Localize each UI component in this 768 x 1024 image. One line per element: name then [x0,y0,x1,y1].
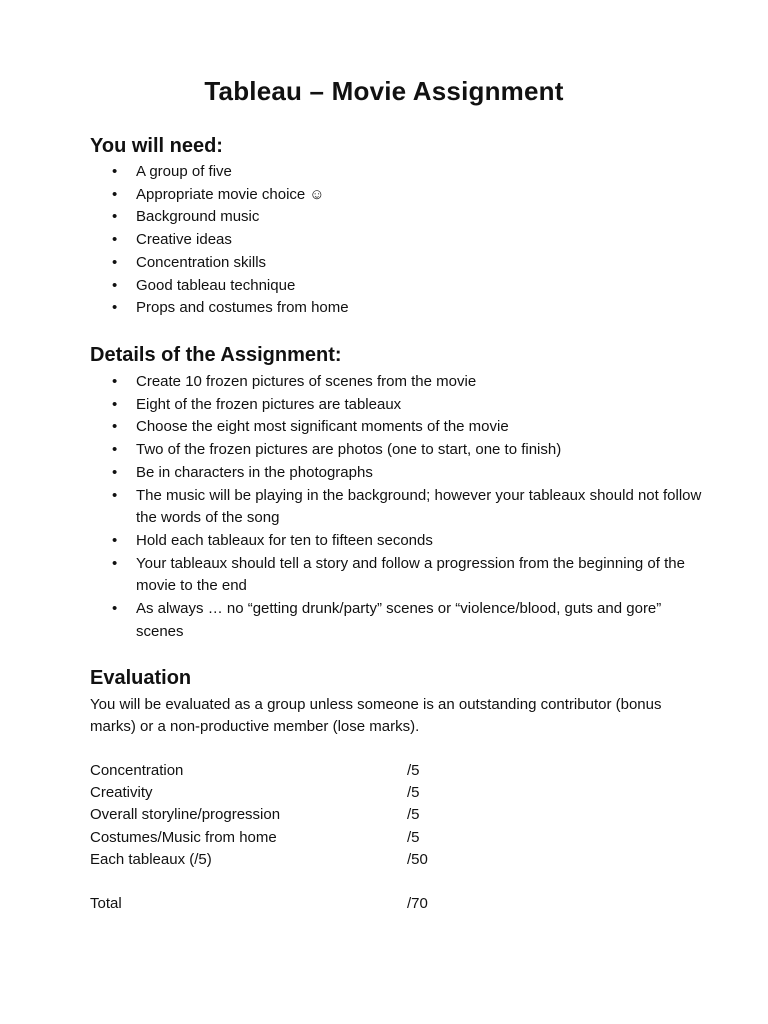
list-item: • As always … no “getting drunk/party” scenes or “violence/blood, guts and gore” scenes [90,598,710,643]
score-value: /5 [407,784,420,802]
evaluation-intro: You will be evaluated as a group unless someone is an outstanding contributor (bonus marks) or a non-productive member (lose marks). [90,696,662,735]
score-table [90,760,710,915]
score-label: Creativity [90,784,153,802]
score-label: Costumes/Music from home [90,828,277,846]
list-item: • Background music [90,206,710,229]
score-label: Overall storyline/progression [90,806,281,824]
score-label: Concentration [90,762,184,779]
list-item: • Concentration skills [90,252,710,275]
score-value: /5 [407,828,420,846]
total-value: /70 [407,895,428,913]
section-heading-evaluation: Evaluation [90,667,192,689]
list-item: • Create 10 frozen pictures of scenes from the movie [90,371,710,394]
list-item: • Creative ideas [90,229,710,252]
section-you-will-need [90,134,710,320]
details-list [90,371,710,643]
score-row [90,849,710,871]
needs-list [90,161,710,320]
score-row [90,827,710,849]
section-heading-you-will-need: You will need: [90,135,223,157]
list-item: • Appropriate movie choice ☺ [90,184,710,207]
smiley-icon: ☺ [309,185,325,203]
list-item: • A group of five [90,161,710,184]
score-value: /5 [407,762,420,779]
list-item: • Eight of the frozen pictures are tableaux [90,394,710,417]
section-evaluation [90,666,710,915]
section-details [90,343,710,643]
score-row [90,760,710,782]
score-row [90,782,710,804]
list-item: • Good tableau technique [90,275,710,298]
list-item: • Your tableaux should tell a story and follow a progression from the beginning of the movie to the end [90,553,710,598]
list-item: • The music will be playing in the background; however your tableaux should not follow the words of the song [90,485,710,530]
list-item: • Props and costumes from home [90,297,710,320]
section-heading-details: Details of the Assignment: [90,344,342,366]
list-item: • Choose the eight most significant moments of the movie [90,416,710,439]
list-item: • Be in characters in the photographs [90,462,710,485]
list-item: • Hold each tableaux for ten to fifteen seconds [90,530,710,553]
total-row [90,893,710,915]
score-row [90,804,710,826]
score-value: /5 [407,806,420,824]
list-item: • Two of the frozen pictures are photos (one to start, one to finish) [90,439,710,462]
score-value: /50 [407,850,428,868]
page-title: Tableau – Movie Assignment [204,76,564,106]
score-label: Each tableaux (/5) [90,850,212,868]
total-label: Total [90,895,122,913]
